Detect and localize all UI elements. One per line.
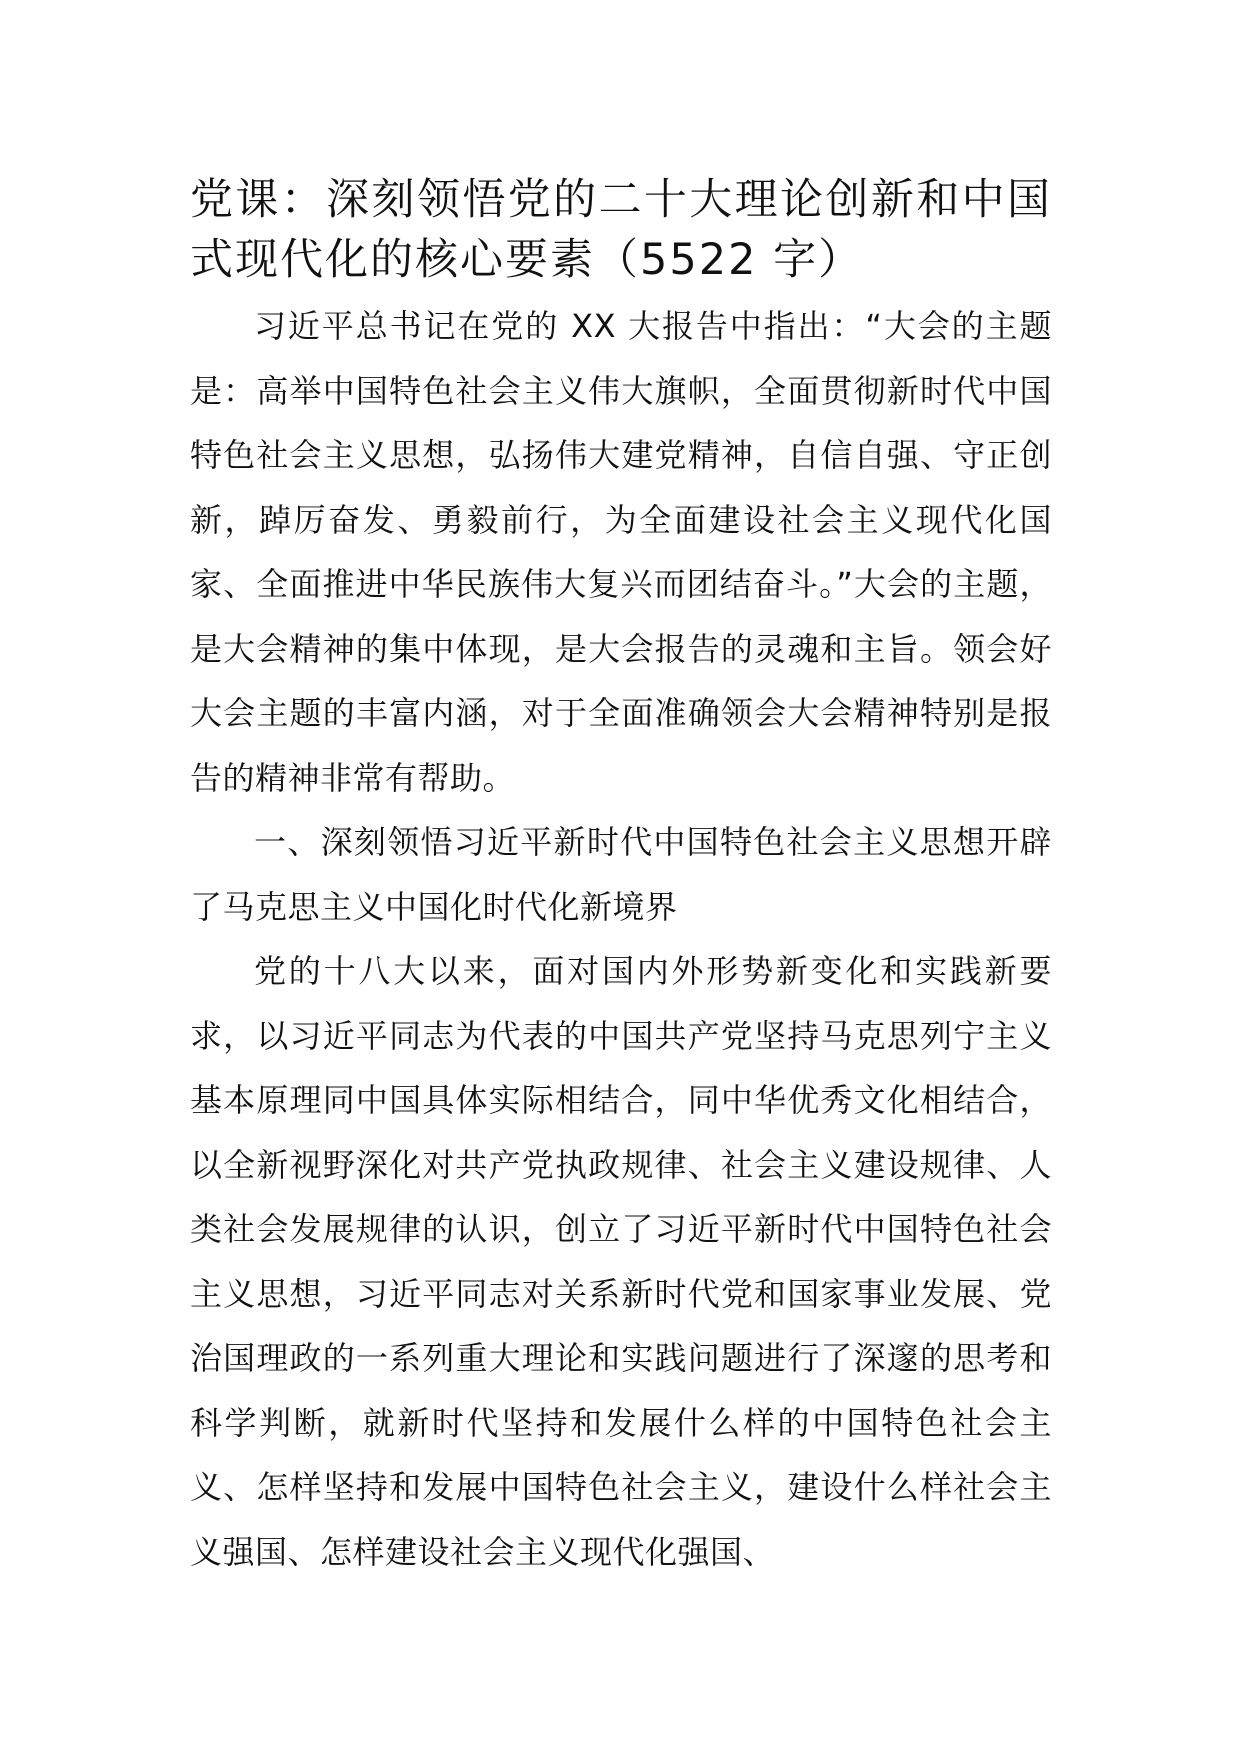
section-heading-1: 一、深刻领悟习近平新时代中国特色社会主义思想开辟了马克思主义中国化时代化新境界	[190, 823, 1052, 926]
paragraph-intro: 习近平总书记在党的 XX 大报告中指出：“大会的主题是：高举中国特色社会主义伟大旗帜，全面贯彻新时代中国特色社会主义思想，弘扬伟大建党精神，自信自强、守正创新，踔厉奋发、勇毅前行，为全面建设社会主义现代化国家、全面推进中华民族伟大复兴而团结奋斗。”大会的主题，是大会精神的集中体现，是大会报告的灵魂和主旨。领会好大会主题的丰富内涵，对于全面准确领会大会精神特别是报告的精神非常有帮助。	[190, 307, 1052, 797]
paragraph-section-1: 党的十八大以来，面对国内外形势新变化和实践新要求，以习近平同志为代表的中国共产党坚持马克思列宁主义基本原理同中国具体实际相结合，同中华优秀文化相结合，以全新视野深化对共产党执政规律、社会主义建设规律、人类社会发展规律的认识，创立了习近平新时代中国特色社会主义思想，习近平同志对关系新时代党和国家事业发展、党治国理政的一系列重大理论和实践问题进行了深邃的思考和科学判断，就新时代坚持和发展什么样的中国特色社会主义、怎样坚持和发展中国特色社会主义，建设什么样社会主义强国、怎样建设社会主义现代化强国、	[190, 952, 1052, 1571]
document-title: 党课：深刻领悟党的二十大理论创新和中国式现代化的核心要素（5522 字）	[190, 175, 1052, 285]
document-body	[190, 170, 1052, 1584]
